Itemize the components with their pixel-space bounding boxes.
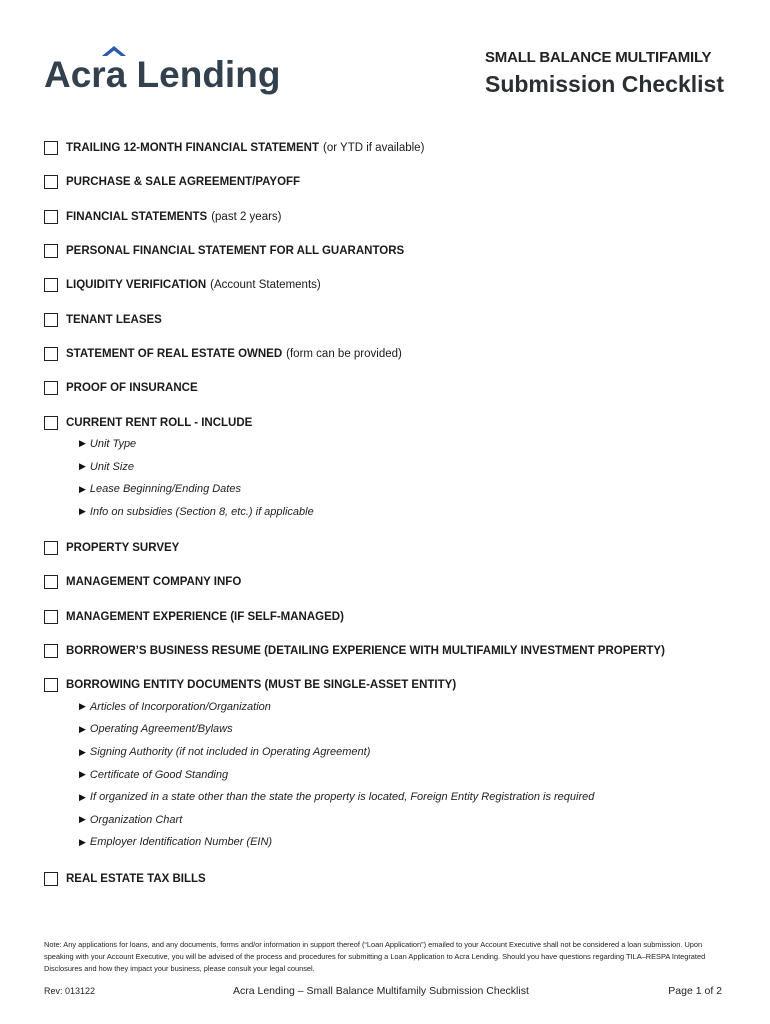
checklist-item-note: (Account Statements) — [210, 279, 321, 292]
checklist-subitem — [44, 433, 734, 456]
checklist-subitem — [44, 455, 734, 478]
checklist-subitem-text: Info on subsidies (Section 8, etc.) if applicable — [89, 505, 314, 518]
checklist-group — [44, 862, 734, 896]
checklist-item-label: BORROWER’S BUSINESS RESUME (DETAILING EXPERIENCE WITH MULTIFAMILY INVESTMENT PROPERTY) — [66, 645, 665, 658]
checkbox[interactable] — [44, 678, 58, 692]
checklist-subitem-text: Articles of Incorporation/Organization — [89, 700, 271, 713]
checklist-group — [44, 200, 734, 234]
triangle-bullet-icon: ▶ — [79, 461, 86, 472]
checkbox[interactable] — [44, 610, 58, 624]
checklist-item-note: (past 2 years) — [211, 210, 282, 223]
checklist-item[interactable] — [44, 234, 734, 268]
checklist-group — [44, 634, 734, 668]
checklist-group — [44, 371, 734, 405]
checklist-item-label: CURRENT RENT ROLL - INCLUDE — [66, 416, 253, 429]
triangle-bullet-icon: ▶ — [79, 506, 86, 517]
checkbox[interactable] — [44, 644, 58, 658]
triangle-bullet-icon: ▶ — [79, 483, 86, 494]
checklist-subitems — [44, 433, 734, 523]
checklist-item-label: BORROWING ENTITY DOCUMENTS (MUST BE SINGLE-ASSET ENTITY) — [66, 679, 457, 692]
checkbox[interactable] — [44, 575, 58, 589]
checklist-subitem-text: If organized in a state other than the state the property is located, Foreign Entity Registration is required — [89, 791, 595, 804]
checkbox[interactable] — [44, 347, 58, 361]
triangle-bullet-icon: ▶ — [79, 438, 86, 449]
triangle-bullet-icon: ▶ — [79, 836, 86, 847]
checklist-item-label: PERSONAL FINANCIAL STATEMENT FOR ALL GUARANTORS — [66, 245, 405, 258]
checklist-group — [44, 531, 734, 565]
header-title: Submission Checklist — [484, 71, 724, 97]
checklist-item-label: PROPERTY SURVEY — [66, 542, 180, 555]
checklist-group — [44, 565, 734, 599]
checklist-group — [44, 337, 734, 371]
checklist-subitem-text: Employer Identification Number (EIN) — [89, 836, 273, 849]
header-subtitle: SMALL BALANCE MULTIFAMILY — [484, 49, 712, 66]
checklist-group — [44, 268, 734, 302]
checklist-item[interactable] — [44, 165, 734, 199]
triangle-bullet-icon: ▶ — [79, 769, 86, 780]
checklist-group — [44, 131, 734, 165]
checkbox[interactable] — [44, 313, 58, 327]
checkbox[interactable] — [44, 416, 58, 430]
checkbox[interactable] — [44, 244, 58, 258]
footer-title: Acra Lending – Small Balance Multifamily Submission Checklist — [233, 985, 529, 997]
checkbox[interactable] — [44, 141, 58, 155]
checklist-item[interactable] — [44, 531, 734, 565]
checkbox[interactable] — [44, 210, 58, 224]
checklist-group — [44, 165, 734, 199]
checklist-group — [44, 668, 734, 853]
footer-note: Note: Any applications for loans, and any documents, forms and/or information in support thereof (“Loan Application”) emailed to your Account Executive shall not be considered a loan submission. Upon speaking with your Account Executive, you will be advised of the process and procedures for submitting a Loan Application to Acra Lending. Should you have questions regarding TILA–RESPA Integrated Disclosures and how they impact your business, please consult your legal counsel. — [44, 940, 706, 973]
checklist-item[interactable] — [44, 200, 734, 234]
checklist-subitem — [44, 696, 734, 719]
checklist-group — [44, 600, 734, 634]
acra-lending-logo — [44, 44, 284, 100]
checklist-subitem — [44, 831, 734, 854]
checklist-item[interactable] — [44, 371, 734, 405]
checklist-subitem — [44, 478, 734, 501]
checklist-group — [44, 405, 734, 523]
checklist-subitem — [44, 809, 734, 832]
checklist-subitem-text: Organization Chart — [89, 813, 183, 826]
page-number: Page 1 of 2 — [668, 985, 722, 997]
checklist-subitem-text: Unit Type — [89, 437, 137, 450]
checklist-item-label: REAL ESTATE TAX BILLS — [66, 872, 206, 885]
checklist-item-label: TRAILING 12-MONTH FINANCIAL STATEMENT — [66, 142, 319, 155]
checklist-item[interactable] — [44, 600, 734, 634]
checklist-item[interactable] — [44, 268, 734, 302]
checkbox[interactable] — [44, 381, 58, 395]
checklist-item-label: FINANCIAL STATEMENTS — [66, 210, 208, 223]
checklist-subitem — [44, 741, 734, 764]
checklist-subitems — [44, 696, 734, 854]
logo-mark — [44, 44, 284, 100]
checklist-group — [44, 234, 734, 268]
checklist-subitem-text: Lease Beginning/Ending Dates — [89, 483, 241, 496]
checkbox[interactable] — [44, 175, 58, 189]
triangle-bullet-icon: ▶ — [79, 791, 86, 802]
checklist-item-note: (or YTD if available) — [323, 142, 425, 155]
checklist-subitem — [44, 718, 734, 741]
checklist-item[interactable] — [44, 131, 734, 165]
checklist-item[interactable] — [44, 565, 734, 599]
checklist-item-label: PROOF OF INSURANCE — [66, 382, 198, 395]
checklist-item-label: STATEMENT OF REAL ESTATE OWNED — [66, 347, 283, 360]
checklist-item[interactable] — [44, 337, 734, 371]
revision-label: Rev: 013122 — [44, 986, 96, 996]
checklist-item-label: LIQUIDITY VERIFICATION — [66, 279, 207, 292]
checklist-subitem-text: Signing Authority (if not included in Operating Agreement) — [89, 746, 371, 759]
triangle-bullet-icon: ▶ — [79, 701, 86, 712]
checklist-subitem — [44, 763, 734, 786]
logo-text: Acra Lending — [44, 54, 281, 95]
checklist-item[interactable] — [44, 302, 734, 336]
checklist-item-label: MANAGEMENT EXPERIENCE (IF SELF-MANAGED) — [66, 610, 344, 623]
checklist-subitem — [44, 500, 734, 523]
submission-checklist — [44, 131, 734, 896]
checkbox[interactable] — [44, 278, 58, 292]
checklist-subitem — [44, 786, 734, 809]
header-block — [485, 49, 724, 98]
triangle-bullet-icon: ▶ — [79, 814, 86, 825]
checkbox[interactable] — [44, 872, 58, 886]
triangle-bullet-icon: ▶ — [79, 746, 86, 757]
checklist-subitem-text: Unit Size — [89, 460, 134, 473]
checklist-item[interactable] — [44, 634, 734, 668]
checklist-item-note: (form can be provided) — [286, 347, 402, 360]
checklist-item[interactable] — [44, 862, 734, 896]
checklist-item-label: TENANT LEASES — [66, 313, 162, 326]
checklist-group — [44, 302, 734, 336]
checklist-subitem-text: Operating Agreement/Bylaws — [89, 723, 233, 736]
triangle-bullet-icon: ▶ — [79, 723, 86, 734]
checkbox[interactable] — [44, 541, 58, 555]
checklist-item-label: PURCHASE & SALE AGREEMENT/PAYOFF — [66, 176, 301, 189]
checklist-item-label: MANAGEMENT COMPANY INFO — [66, 576, 242, 589]
checklist-subitem-text: Certificate of Good Standing — [89, 768, 229, 781]
